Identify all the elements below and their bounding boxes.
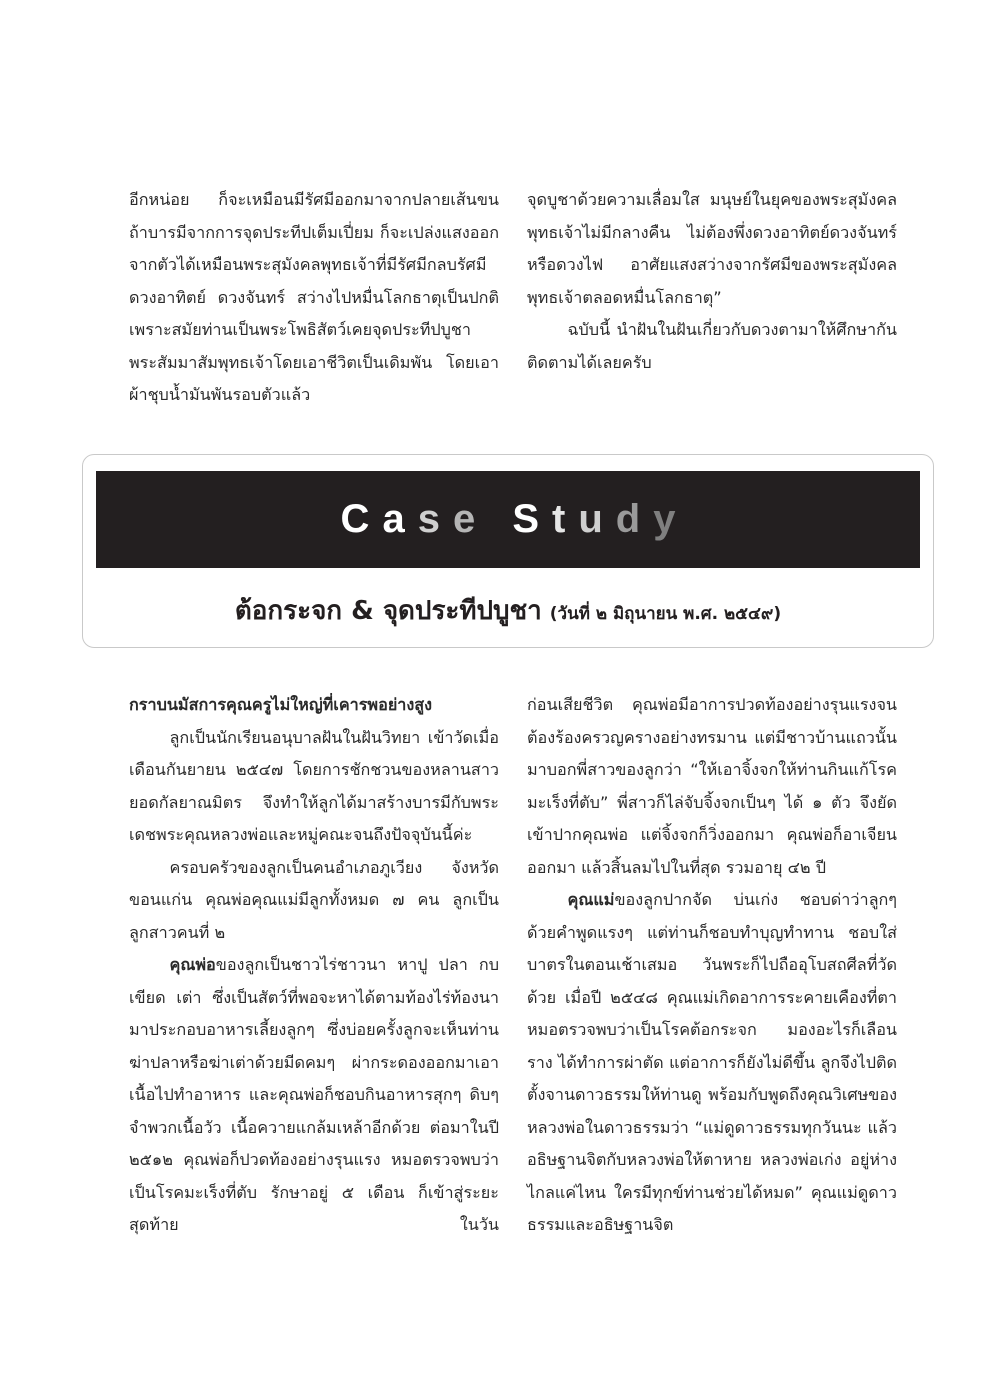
intro-right-paragraph-1: จุดบูชาด้วยความเลื่อมใส มนุษย์ในยุคของพระสุมังคลพุทธเจ้าไม่มีกลางคืน ไม่ต้องพึ่งดวงอาทิตย์ดวงจันทร์ หรือดวงไฟ อาศัยแสงสว่างจากรัศมีของพระสุมังคลพุทธเจ้าตลอดหมื่นโลกธาตุ”: [527, 190, 897, 307]
article-left-column: [129, 689, 499, 1242]
article-right-paragraph-1: ก่อนเสียชีวิต คุณพ่อมีอาการปวดท้องอย่างรุนแรงจนต้องร้องครวญครางอย่างทรมาน แต่มีชาวบ้านแถวนั้นมาบอกพี่สาวของลูกว่า “ให้เอาจิ้งจกให้ท่านกินแก้โรคมะเร็งที่ตับ” พี่สาวก็ไล่จับจิ้งจกเป็นๆ ได้ ๑ ตัว จึงยัดเข้าปากคุณพ่อ แต่จิ้งจกก็วิ่งออกมา คุณพ่อก็อาเจียนออกมา แล้วสิ้นลมไปในที่สุด รวมอายุ ๔๒ ปี: [527, 695, 897, 877]
case-heading-date: (วันที่ ๒ มิถุนายน พ.ศ. ๒๕๔๙): [549, 604, 782, 624]
case-title-letter: a: [382, 497, 418, 541]
case-title-letter: y: [653, 497, 689, 541]
article-right-column: [527, 689, 897, 1242]
father-text: ของลูกเป็นชาวไร่ชาวนา หาปู ปลา กบ เขียด เต่า ซึ่งเป็นสัตว์ที่พอจะหาได้ตามท้องไร่ท้องนา มาประกอบอาหารเลี้ยงลูกๆ ซึ่งบ่อยครั้งลูกจะเห็นท่านฆ่าปลาหรือฆ่าเต่าด้วยมีดคมๆ ผ่ากระดองออกมาเอาเนื้อไปทำอาหาร และคุณพ่อก็ชอบกินอาหารสุกๆ ดิบๆ จำพวกเนื้อวัว เนื้อควายแกล้มเหล้าอีกด้วย ต่อมาในปี ๒๕๑๒ คุณพ่อก็ปวดท้องอย่างรุนแรง หมอตรวจพบว่าเป็นโรคมะเร็งที่ตับ รักษาอยู่ ๕ เดือน ก็เข้าสู่ระยะสุดท้าย ในวัน: [129, 955, 499, 1234]
case-study-heading: [96, 590, 920, 631]
article-paragraph-2: ครอบครัวของลูกเป็นคนอำเภอภูเวียง จังหวัดขอนแก่น คุณพ่อคุณแม่มีลูกทั้งหมด ๗ คน ลูกเป็นลูกสาวคนที่ ๒: [129, 857, 499, 942]
case-study-title: [341, 497, 689, 542]
intro-left-column: [129, 184, 499, 412]
mother-lead: คุณแม่: [567, 890, 615, 909]
article-paragraph-3: [129, 949, 499, 1242]
article-paragraph-1: ลูกเป็นนักเรียนอนุบาลฝันในฝันวิทยา เข้าวัดเมื่อเดือนกันยายน ๒๕๔๗ โดยการชักชวนของหลานสาวยอดกัลยาณมิตร จึงทำให้ลูกได้มาสร้างบารมีกับพระเดชพระคุณหลวงพ่อและหมู่คณะจนถึงปัจจุบันนี้ค่ะ: [129, 727, 499, 844]
intro-left-paragraph: อีกหน่อย ก็จะเหมือนมีรัศมีออกมาจากปลายเส้นขน ถ้าบารมีจากการจุดประทีปเต็มเปี่ยม ก็จะเปล่งแสงออกจากตัวได้เหมือนพระสุมังคลพุทธเจ้าที่มีรัศมีกลบรัศมีดวงอาทิตย์ ดวงจันทร์ สว่างไปหมื่นโลกธาตุเป็นปกติ เพราะสมัยท่านเป็นพระโพธิสัตว์เคยจุดประทีปบูชาพระสัมมาสัมพุทธเจ้าโดยเอาชีวิตเป็นเดิมพัน โดยเอาผ้าชุบน้ำมันพันรอบตัวแล้ว: [129, 190, 499, 404]
mother-text: ของลูกปากจัด บ่นเก่ง ชอบด่าว่าลูกๆ ด้วยคำพูดแรงๆ แต่ท่านก็ชอบทำบุญทำทาน ชอบใส่บาตรในตอนเช้าเสมอ วันพระก็ไปถืออุโบสถศีลที่วัดด้วย เมื่อปี ๒๕๔๘ คุณแม่เกิดอาการระคายเคืองที่ตา หมอตรวจพบว่าเป็นโรคต้อกระจก มองอะไรก็เลือนราง ได้ทำการผ่าตัด แต่อาการก็ยังไม่ดีขึ้น ลูกจึงไปติดตั้งจานดาวธรรมให้ท่านดู พร้อมกับพูดถึงคุณวิเศษของหลวงพ่อในดาวธรรมว่า “แม่ดูดาวธรรมทุกวันนะ แล้วอธิษฐานจิตกับหลวงพ่อให้ตาหาย หลวงพ่อเก่ง อยู่ห่างไกลแค่ไหน ใครมีทุกข์ท่านช่วยได้หมด” คุณแม่ดูดาวธรรมและอธิษฐานจิต: [527, 890, 897, 1234]
case-title-letter: [488, 497, 512, 541]
case-title-letter: s: [417, 497, 453, 541]
case-title-letter: e: [452, 497, 489, 541]
case-title-letter: S: [512, 497, 552, 541]
intro-right-column: [527, 184, 897, 379]
case-title-letter: t: [552, 497, 579, 541]
father-lead: คุณพ่อ: [169, 955, 216, 974]
case-study-banner: [96, 471, 920, 568]
case-title-letter: C: [340, 497, 383, 541]
case-heading-title: ต้อกระจก & จุดประทีปบูชา: [234, 596, 542, 626]
article-right-paragraph-2: [527, 884, 897, 1242]
intro-right-paragraph-2: ฉบับนี้ นำฝันในฝันเกี่ยวกับดวงตามาให้ศึกษากัน ติดตามได้เลยครับ: [527, 320, 897, 372]
case-title-letter: d: [615, 497, 654, 541]
case-title-letter: u: [578, 497, 616, 541]
article-salutation: กราบนมัสการคุณครูไม่ใหญ่ที่เคารพอย่างสูง: [129, 695, 433, 714]
